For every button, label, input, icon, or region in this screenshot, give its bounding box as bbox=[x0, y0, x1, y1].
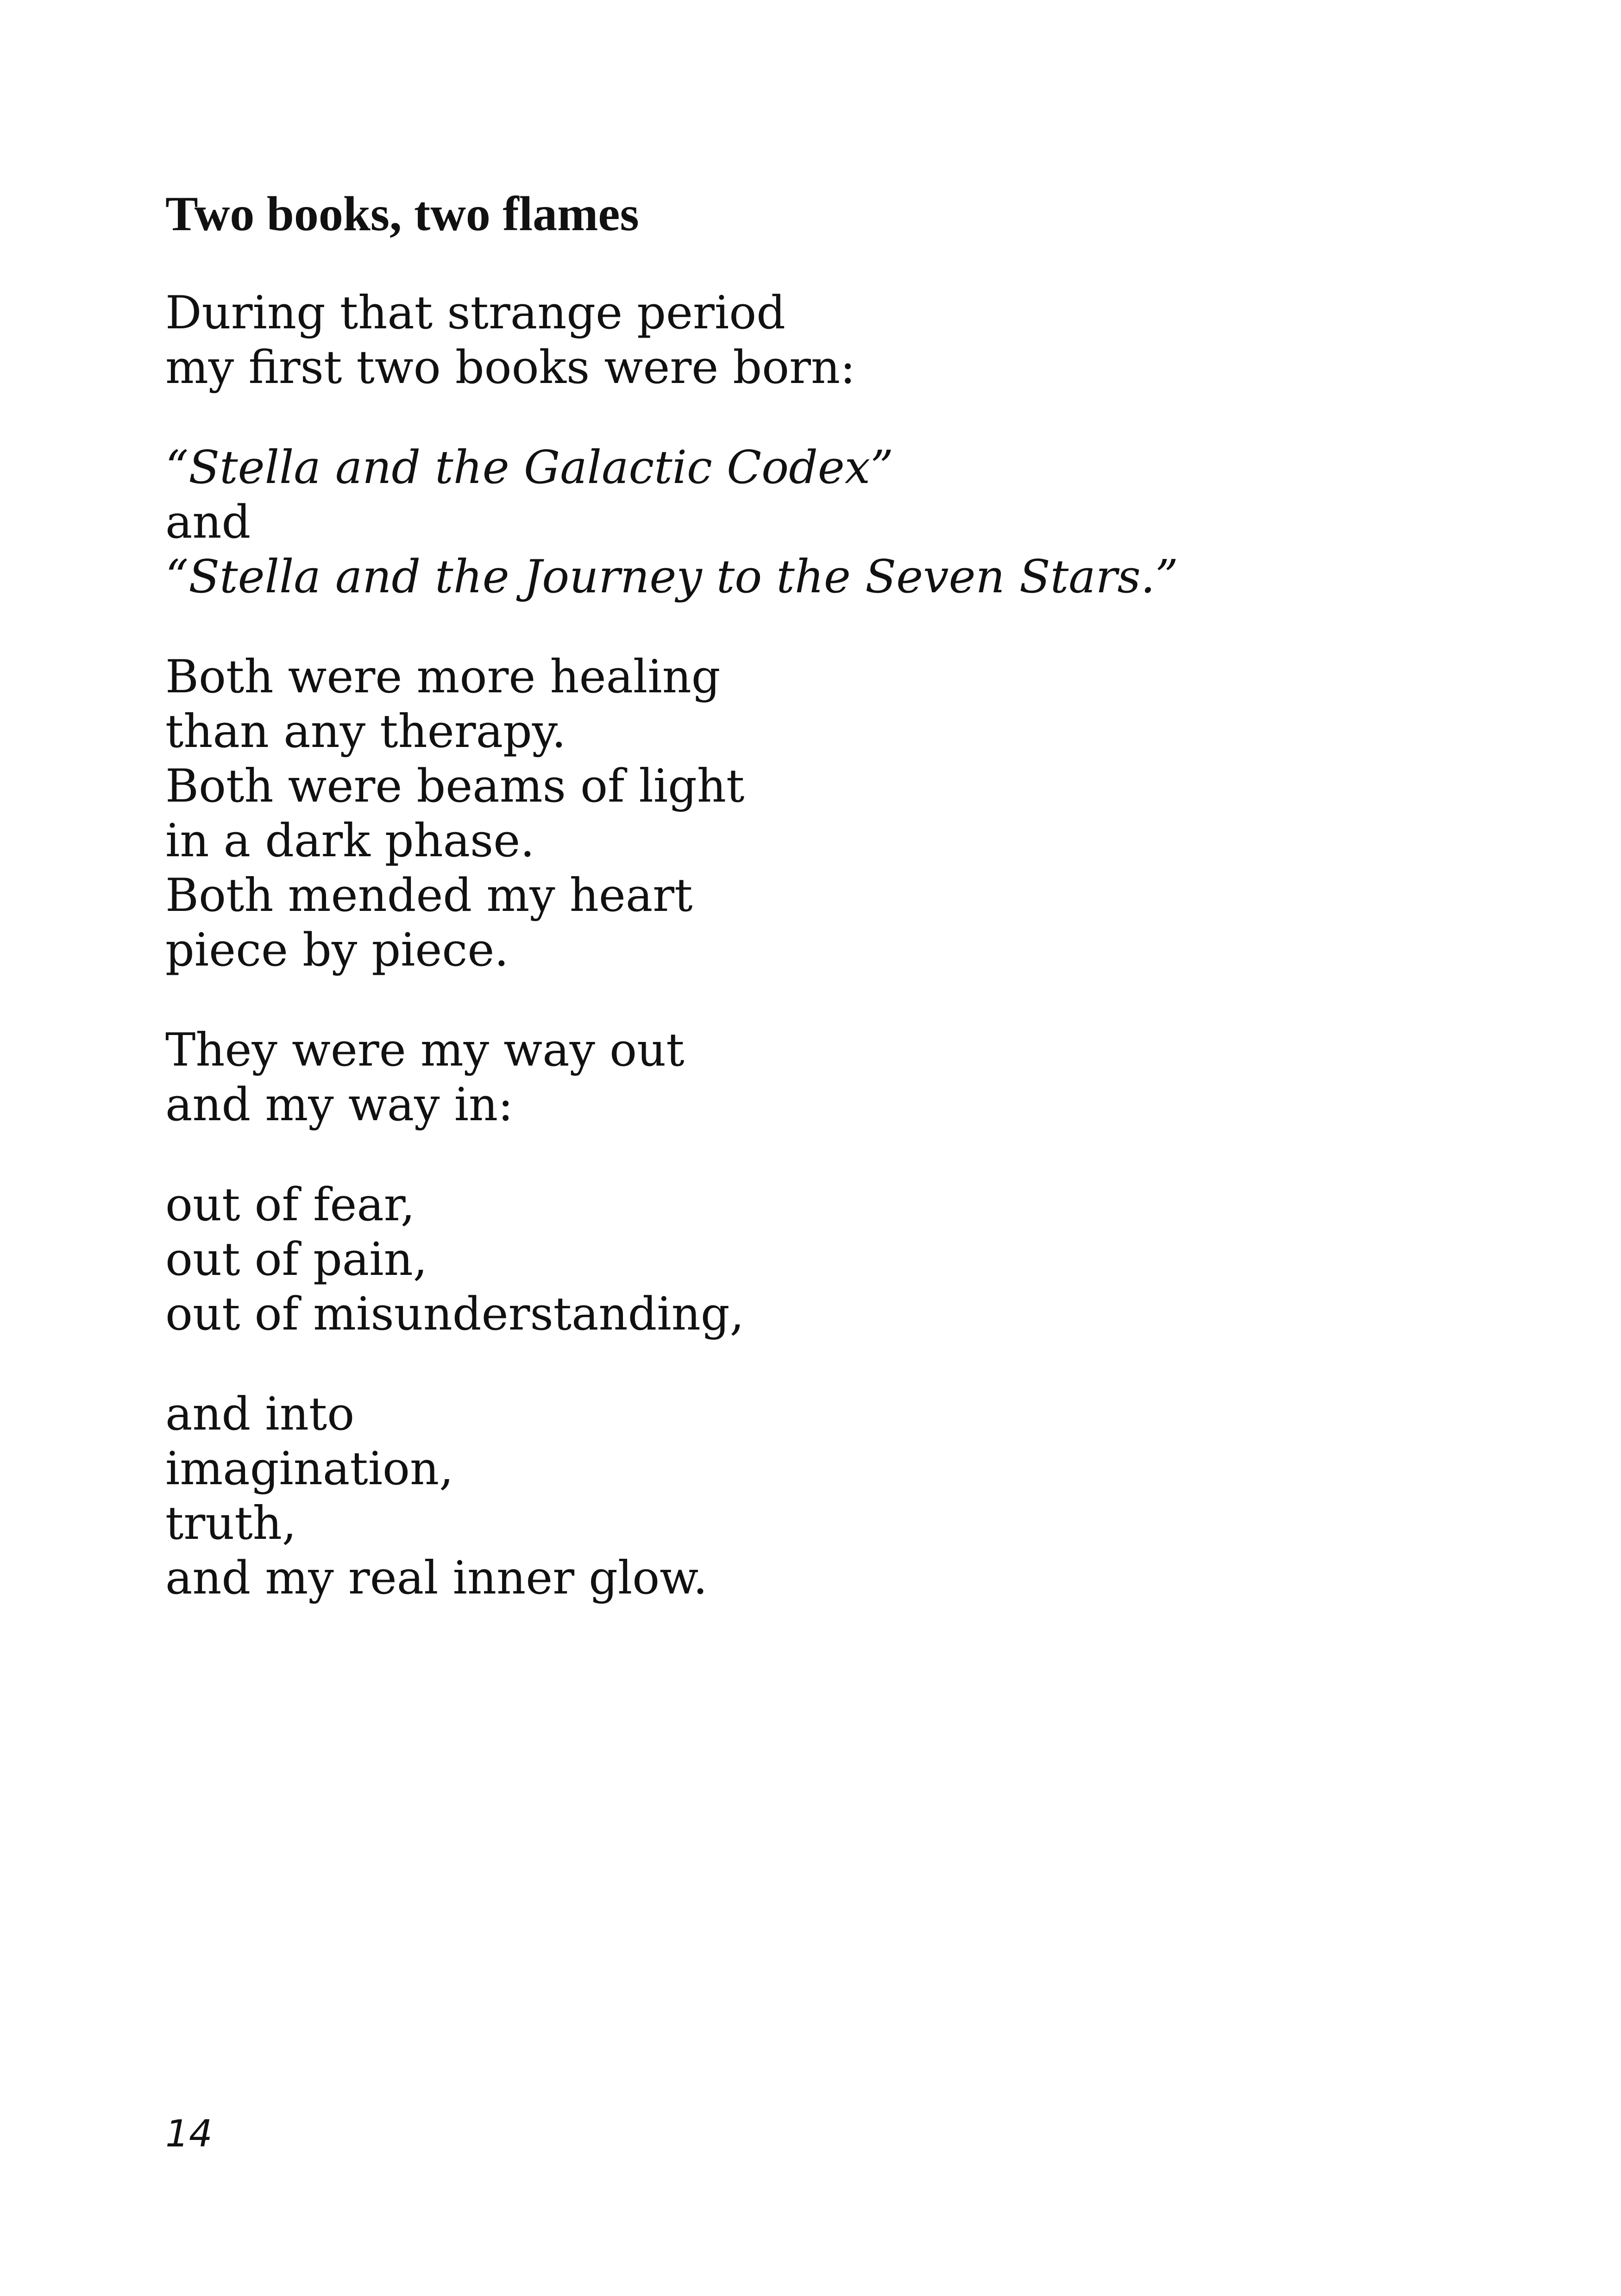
poem-line: than any therapy. bbox=[165, 705, 566, 759]
poem-line: and into bbox=[165, 1388, 355, 1441]
poem-line: in a dark phase. bbox=[165, 815, 535, 868]
poem-line: piece by piece. bbox=[165, 924, 509, 977]
poem-line: They were my way out bbox=[165, 1024, 685, 1077]
poem-line: During that strange period bbox=[165, 287, 785, 340]
poem-line: and bbox=[165, 496, 251, 549]
stanza-6 bbox=[165, 1387, 1462, 1606]
stanza-3 bbox=[165, 650, 1462, 978]
page-content bbox=[165, 184, 1462, 1606]
stanza-1 bbox=[165, 286, 1462, 395]
poem-line: out of fear, bbox=[165, 1179, 415, 1232]
poem-title: Two books, two flames bbox=[165, 187, 639, 241]
book-title-1: “Stella and the Galactic Codex” bbox=[165, 441, 894, 495]
poem-line: and my way in: bbox=[165, 1079, 514, 1132]
poem-line: truth, bbox=[165, 1497, 296, 1550]
poem-line: Both mended my heart bbox=[165, 869, 693, 922]
poem-line: Both were more healing bbox=[165, 651, 721, 704]
poem-line: Both were beams of light bbox=[165, 760, 745, 813]
stanza-4 bbox=[165, 1023, 1462, 1132]
poem-line: out of misunderstanding, bbox=[165, 1288, 744, 1341]
poem-line: out of pain, bbox=[165, 1233, 427, 1286]
poem-line: my first two books were born: bbox=[165, 341, 856, 395]
stanza-2 bbox=[165, 440, 1462, 604]
page-number: 14 bbox=[165, 2112, 213, 2155]
stanza-5 bbox=[165, 1178, 1462, 1342]
poem-line: and my real inner glow. bbox=[165, 1552, 708, 1605]
poem-line: imagination, bbox=[165, 1443, 454, 1496]
book-title-2: “Stella and the Journey to the Seven Stars.” bbox=[165, 551, 1179, 604]
